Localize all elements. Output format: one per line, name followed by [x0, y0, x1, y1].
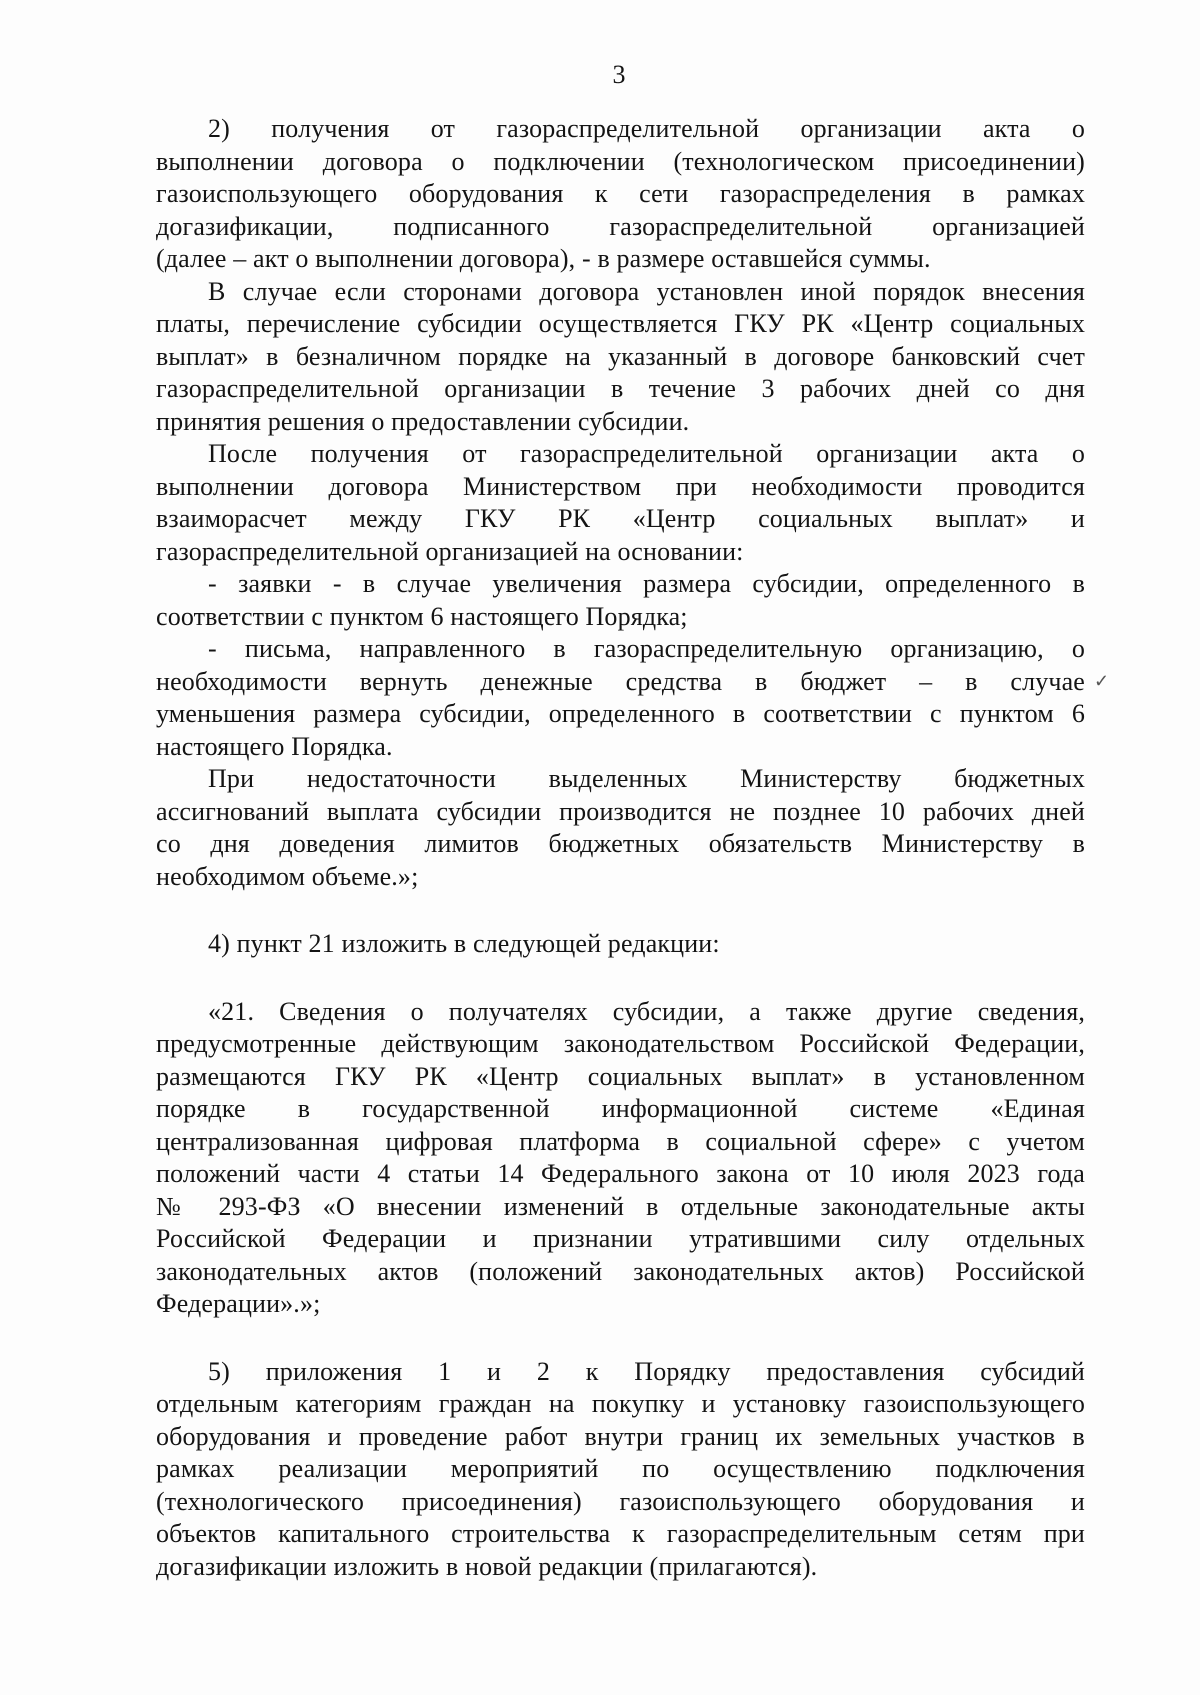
text-line: № 293-ФЗ «О внесении изменений в отдельные законодательные акты [156, 1191, 1085, 1221]
page-number: 3 [612, 60, 626, 89]
margin-check-mark: ✓ [1094, 671, 1110, 691]
text-line: соответствии с пунктом 6 настоящего Порядка; [156, 601, 688, 631]
text-line: размещаются ГКУ РК «Центр социальных выплат» в установленном [156, 1061, 1085, 1091]
paragraph [156, 568, 1085, 633]
text-line: рамках реализации мероприятий по осуществлению подключения [156, 1454, 1085, 1483]
document-body [156, 113, 1085, 1583]
text-line: (технологического присоединения) газоиспользующего оборудования и [156, 1486, 1085, 1516]
text-line: догазификации изложить в новой редакции (прилагаются). [156, 1551, 818, 1581]
text-line: При недостаточности выделенных Министерству бюджетных [208, 764, 1085, 793]
paragraph-gap [156, 961, 1085, 996]
text-line: положений части 4 статьи 14 Федерального закона от 10 июля 2023 года [156, 1159, 1085, 1188]
text-line: платы, перечисление субсидии осуществляется ГКУ РК «Центр социальных [156, 309, 1085, 338]
text-line: со дня доведения лимитов бюджетных обязательств Министерству в [156, 829, 1085, 858]
paragraph [156, 113, 1085, 276]
text-line: ассигнований выплата субсидии производится не позднее 10 рабочих дней [156, 796, 1085, 826]
paragraph [156, 763, 1085, 893]
text-line: законодательных актов (положений законодательных актов) Российской [156, 1256, 1085, 1286]
paragraph [156, 928, 1085, 961]
text-line: централизованная цифровая платформа в социальной сфере» с учетом [156, 1126, 1085, 1156]
text-line: «21. Сведения о получателях субсидии, а также другие сведения, [208, 996, 1085, 1026]
text-line: Федерации».»; [156, 1289, 321, 1318]
text-line: газоиспользующего оборудования к сети газораспределения в рамках [156, 179, 1085, 208]
text-line: 5) приложения 1 и 2 к Порядку предоставления субсидий [208, 1356, 1085, 1386]
text-line: оборудования и проведение работ внутри границ их земельных участков в [156, 1421, 1085, 1451]
text-line: газораспределительной организации в течение 3 рабочих дней со дня [156, 374, 1085, 403]
paragraph [156, 1356, 1085, 1584]
text-line: После получения от газораспределительной организации акта о [208, 439, 1085, 468]
text-line: (далее – акт о выполнении договора), - в размере оставшейся суммы. [156, 244, 931, 273]
text-line: предусмотренные действующим законодательством Российской Федерации, [156, 1029, 1085, 1058]
text-line: порядке в государственной информационной системе «Единая [156, 1094, 1085, 1123]
text-line: выплат» в безналичном порядке на указанный в договоре банковский счет [156, 341, 1085, 371]
text-line: выполнении договора Министерством при необходимости проводится [156, 471, 1085, 501]
text-line: уменьшения размера субсидии, определенного в соответствии с пунктом 6 [156, 699, 1085, 728]
text-line: 4) пункт 21 изложить в следующей редакции: [208, 929, 720, 958]
text-line: объектов капитального строительства к газораспределительным сетям при [156, 1519, 1085, 1548]
paragraph [156, 276, 1085, 439]
text-line: Российской Федерации и признании утратившими силу отдельных [156, 1224, 1085, 1253]
text-line: отдельным категориям граждан на покупку и установку газоиспользующего [156, 1389, 1085, 1418]
text-line: - письма, направленного в газораспределительную организацию, о [208, 634, 1085, 663]
paragraph [156, 996, 1085, 1321]
text-line: газораспределительной организацией на основании: [156, 536, 744, 566]
paragraph [156, 633, 1085, 763]
paragraph-gap [156, 1321, 1085, 1356]
text-line: настоящего Порядка. [156, 731, 393, 761]
text-line: необходимости вернуть денежные средства в бюджет – в случае [156, 666, 1085, 696]
paragraph-gap [156, 893, 1085, 928]
paragraph [156, 438, 1085, 568]
text-line: - заявки - в случае увеличения размера субсидии, определенного в [208, 569, 1085, 598]
text-line: необходимом объеме.»; [156, 861, 419, 891]
text-line: выполнении договора о подключении (технологическом присоединении) [156, 146, 1085, 176]
text-line: 2) получения от газораспределительной организации акта о [208, 114, 1085, 143]
text-line: В случае если сторонами договора установлен иной порядок внесения [208, 276, 1085, 306]
text-line: догазификации, подписанного газораспределительной организацией [156, 211, 1085, 241]
text-line: принятия решения о предоставлении субсидии. [156, 406, 690, 436]
text-line: взаиморасчет между ГКУ РК «Центр социальных выплат» и [156, 504, 1085, 533]
